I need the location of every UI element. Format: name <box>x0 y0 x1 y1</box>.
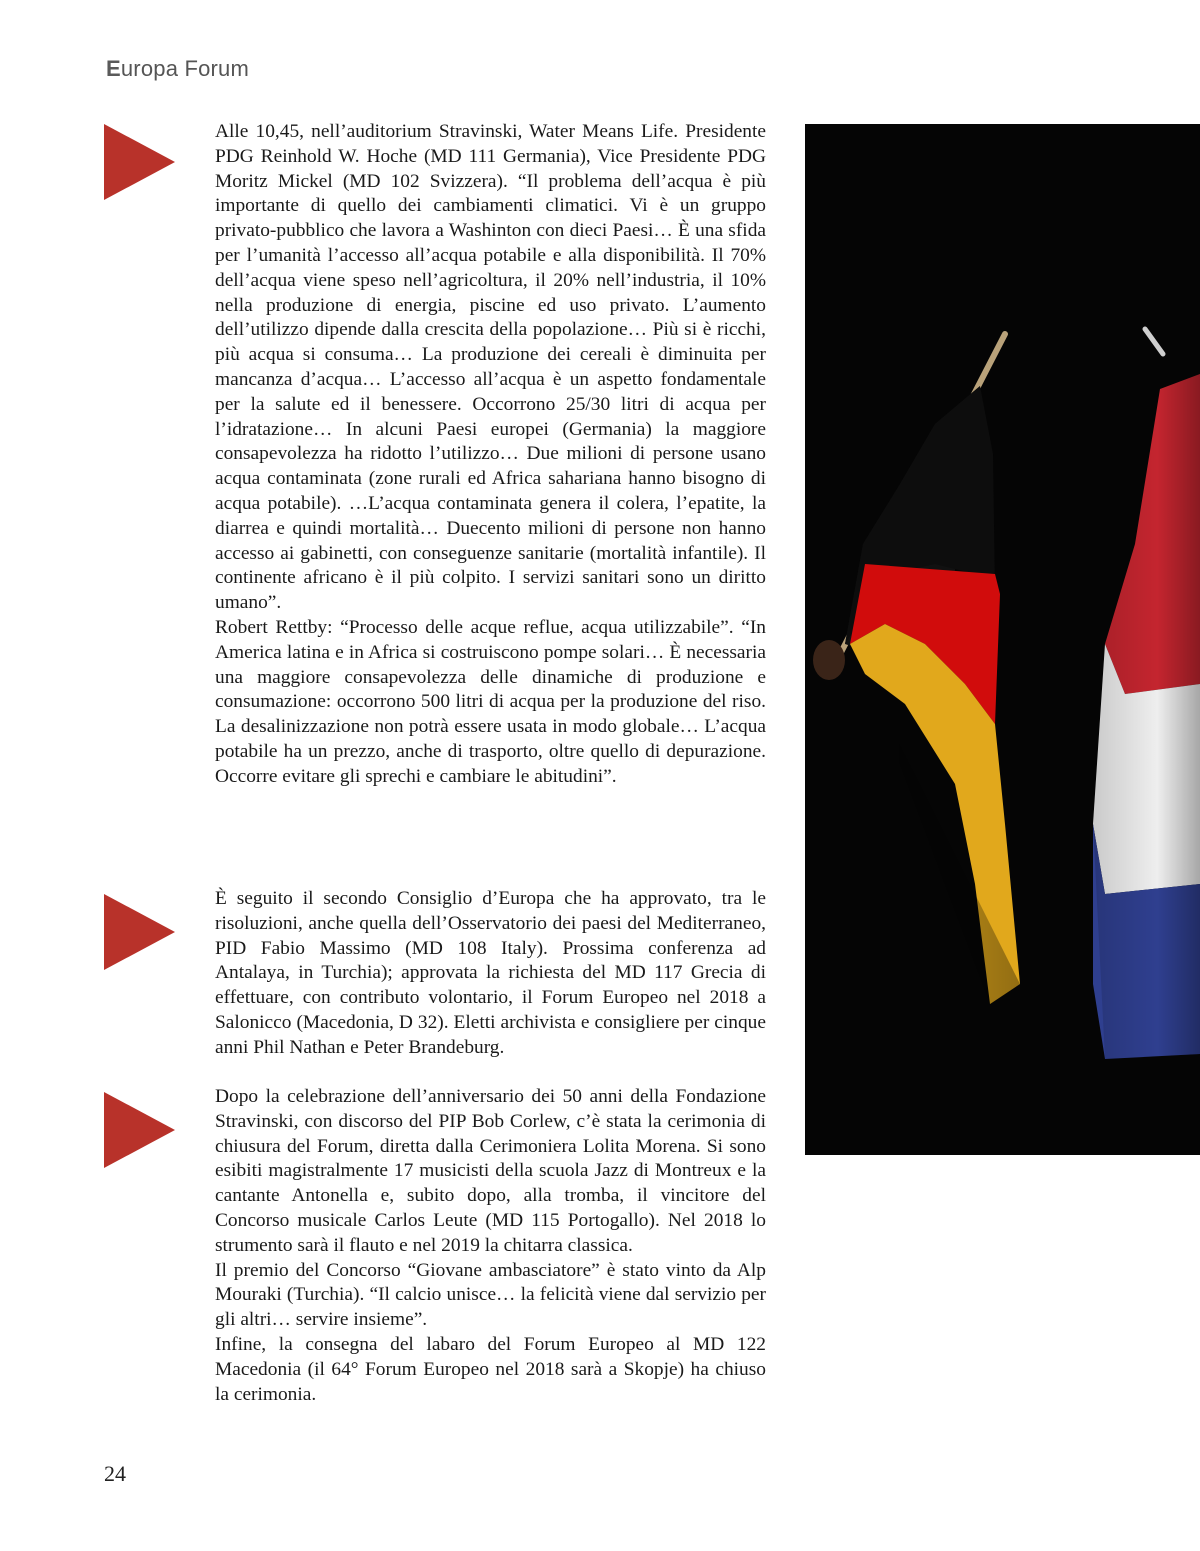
flags-photo <box>805 124 1200 1155</box>
paragraph: È seguito il secondo Consiglio d’Europa che ha approvato, tra le risoluzioni, anche quella dell’Osservatorio dei paesi del Mediterraneo, PID Fabio Massimo (MD 108 Italy). Prossima conferenza ad Antalaya, in Turchia); approvata la richiesta del MD 117 Grecia di effettuare, con contributo volontario, il Forum Europeo nel 2018 a Salonicco (Macedonia, D 32). Eletti archivista e consigliere per cinque anni Phil Nathan e Peter Brandeburg. <box>215 888 766 1058</box>
paragraph: Infine, la consegna del labaro del Forum Europeo al MD 122 Macedonia (il 64° Forum Europeo nel 2018 sarà a Skopje) ha chiuso la cerimonia. <box>215 1333 766 1405</box>
flags-illustration <box>805 124 1200 1155</box>
page-number: 24 <box>104 1461 126 1486</box>
article-section-council <box>215 887 766 1061</box>
paragraph: Alle 10,45, nell’auditorium Stravinski, Water Means Life. Presidente PDG Reinhold W. Hoche (MD 111 Germania), Vice Presidente PDG Moritz Mickel (MD 102 Svizzera). “Il problema dell’acqua è più importante di quello dei cambiamenti climatici. Vi è un gruppo privato-pubblico che lavora a Washinton con dieci Paesi… È una sfida per l’umanità l’accesso all’acqua potabile e alla disponibilità. Il 70% dell’acqua viene speso nell’agricoltura, il 20% nell’industria, il 10% nella produzione di energia, piscine ed uso privato. L’aumento dell’utilizzo dipende dalla crescita della popolazione… Più si è ricchi, più acqua si consuma… La produzione dei cereali è diminuita per mancanza d’acqua… L’accesso all’acqua è un aspetto fondamentale per la salute ed il benessere. Occorrono 25/30 litri di acqua per l’idratazione… In alcuni Paesi europei (Germania) la maggiore consapevolezza ha ridotto l’utilizzo… Due milioni di persone usano acqua contaminata (zone rurali ed Africa sahariana hanno bisogno di acqua potabile). …L’acqua contaminata genera il colera, l’epatite, la diarrea e quindi mortalità… Duecento milioni di persone non hanno accesso ai gabinetti, con conseguenze sanitarie (mortalità infantile). Il continente africano è il più colpito. I servizi sanitari sono un diritto umano”. <box>215 121 766 614</box>
paragraph: Il premio del Concorso “Giovane ambasciatore” è stato vinto da Alp Mouraki (Turchia). “Il calcio unisce… la felicità viene dal servizio per gli altri… servire insieme”. <box>215 1259 766 1331</box>
header-title: uropa Forum <box>120 56 250 81</box>
running-header <box>106 56 249 82</box>
section-marker-arrow-icon <box>104 124 175 200</box>
paragraph: Robert Rettby: “Processo delle acque reflue, acqua utilizzabile”. “In America latina e in Africa si costruiscono pompe solari… È necessaria una maggiore consapevolezza delle dinamiche di produzione e consumazione: occorrono 500 litri di acqua per la produzione del riso. La desalinizzazione non potrà essere usata in modo globale… L’acqua potabile ha un prezzo, anche di trasporto, oltre quello di depurazione. Occorre evitare gli sprechi e cambiare le abitudini”. <box>215 616 766 787</box>
section-marker-arrow-icon <box>104 1092 175 1168</box>
header-initial: E <box>106 56 121 81</box>
section-marker-arrow-icon <box>104 894 175 970</box>
article-section-water <box>215 120 766 790</box>
article-section-closing <box>215 1085 766 1407</box>
paragraph: Dopo la celebrazione dell’anniversario dei 50 anni della Fondazione Stravinski, con discorso del PIP Bob Corlew, c’è stata la cerimonia di chiusura del Forum, diretta dalla Cerimoniera Lolita Morena. Si sono esibiti magistralmente 17 musicisti della scuola Jazz di Montreux e la cantante Antonella e, subito dopo, alla tromba, il vincitore del Concorso musicale Carlos Leute (MD 115 Portogallo). Nel 2018 lo strumento sarà il flauto e nel 2019 la chitarra classica. <box>215 1086 766 1256</box>
